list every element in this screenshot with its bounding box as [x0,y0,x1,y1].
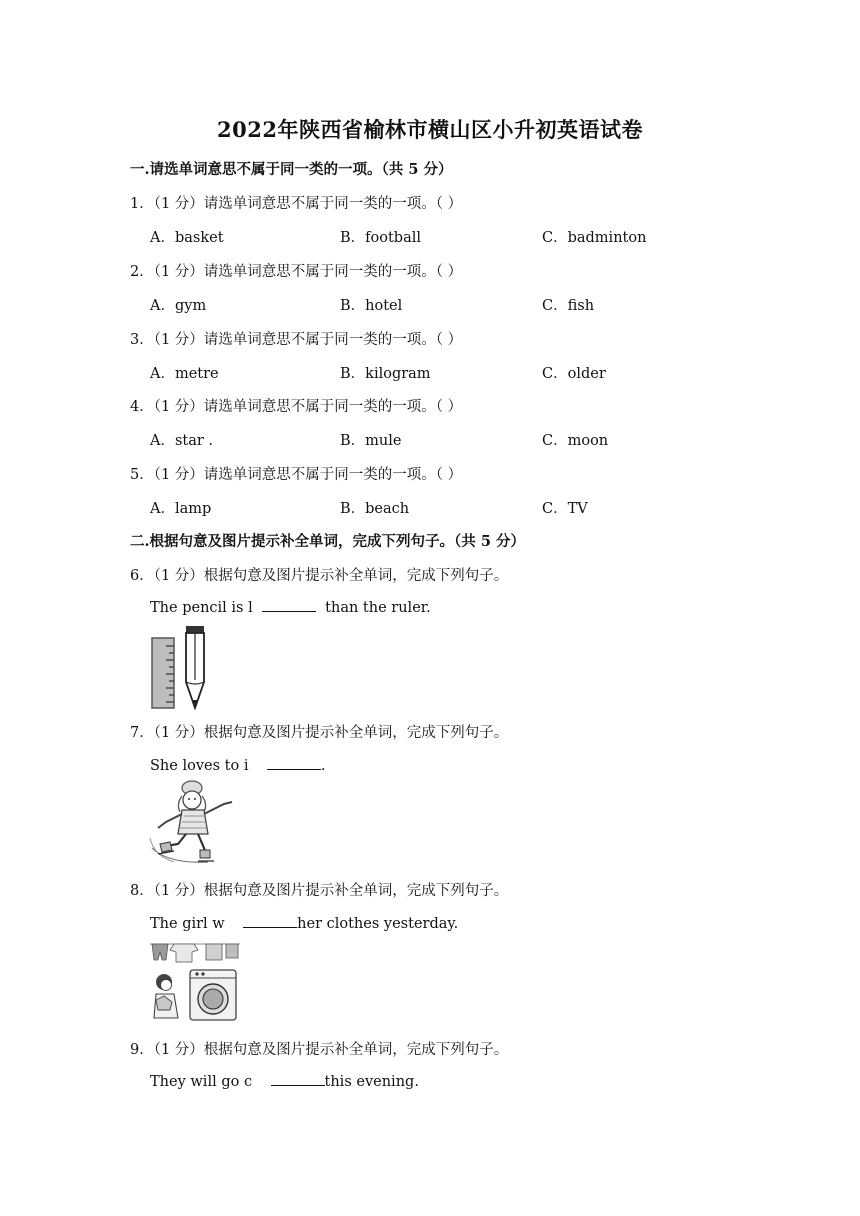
question-7: 7．（1 分）根据句意及图片提示补全单词，完成下列句子。 [130,725,509,741]
q8-sentence [150,914,458,932]
q2-option-a: A．gym [150,298,207,314]
q6-sentence [150,598,431,616]
q3-option-b: B．kilogram [340,366,431,382]
question-3: 3．（1 分）请选单词意思不属于同一类的一项。（ ） [130,332,463,348]
ice-skating-girl-picture [148,778,236,868]
q9-sentence-end: this evening. [324,1074,419,1090]
question-8: 8．（1 分）根据句意及图片提示补全单词，完成下列句子。 [130,883,509,899]
q4-option-c: C．moon [542,433,609,449]
q7-sentence [150,756,326,774]
q2-option-c: C．fish [542,298,595,314]
q5-option-b: B．beach [340,501,410,517]
q8-sentence-start: The girl w [150,916,244,932]
q8-blank [243,914,297,928]
q7-blank [267,756,321,770]
question-6: 6．（1 分）根据句意及图片提示补全单词，完成下列句子。 [130,568,509,584]
q8-sentence-end: her clothes yesterday. [297,916,459,932]
q7-sentence-end: . [320,758,326,774]
q9-blank [271,1072,325,1086]
q3-option-a: A．metre [150,366,219,382]
page-title: 2022年陕西省榆林市横山区小升初英语试卷 [217,117,643,142]
q9-sentence-start: They will go c [150,1074,271,1090]
q1-option-a: A．basket [150,230,224,246]
q6-sentence-end: than the ruler. [315,600,431,616]
question-1: 1．（1 分）请选单词意思不属于同一类的一项。（ ） [130,196,463,212]
question-9: 9．（1 分）根据句意及图片提示补全单词，完成下列句子。 [130,1042,509,1058]
q7-sentence-start: She loves to i [150,758,267,774]
q5-option-a: A．lamp [150,501,212,517]
question-5: 5．（1 分）请选单词意思不属于同一类的一项。（ ） [130,467,463,483]
question-2: 2．（1 分）请选单词意思不属于同一类的一项。（ ） [130,264,463,280]
q1-option-b: B．football [340,230,422,246]
q4-option-a: A．star . [150,433,214,449]
section-2-heading: 二.根据句意及图片提示补全单词，完成下列句子。（共 5 分） [130,533,525,550]
q6-sentence-start: The pencil is l [150,600,262,616]
q3-option-c: C．older [542,366,606,382]
washing-clothes-picture [150,940,242,1024]
question-4: 4．（1 分）请选单词意思不属于同一类的一项。（ ） [130,399,463,415]
section-1-heading: 一.请选单词意思不属于同一类的一项。（共 5 分） [130,161,453,178]
q4-option-b: B．mule [340,433,402,449]
q5-option-c: C．TV [542,501,588,517]
q9-sentence [150,1072,419,1090]
q6-blank [262,598,316,612]
q2-option-b: B．hotel [340,298,403,314]
q1-option-c: C．badminton [542,230,647,246]
ruler-pencil-picture [150,624,210,710]
